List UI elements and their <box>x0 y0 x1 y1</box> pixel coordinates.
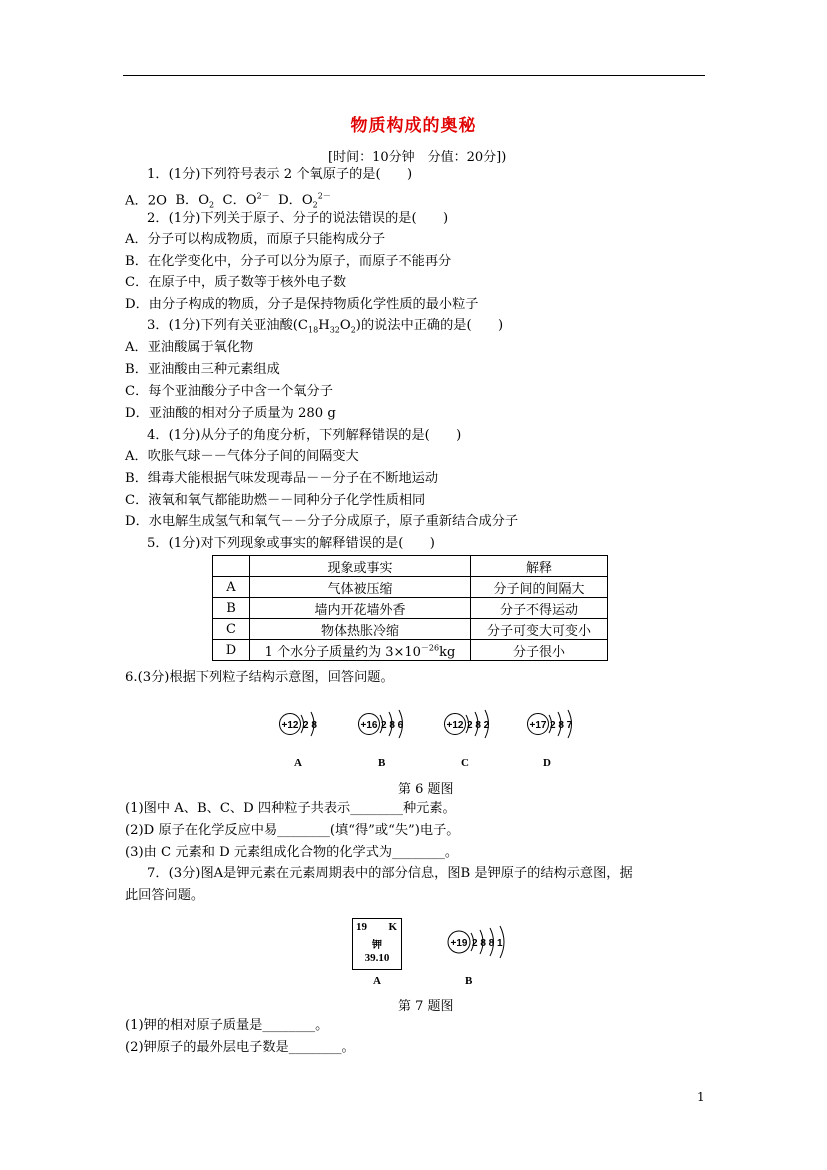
q4-option-c: C．液氧和氧气都能助燃－－同种分子化学性质相同 <box>125 493 426 508</box>
svg-text:2 8 2: 2 8 2 <box>467 720 490 731</box>
diagram-label-d: D <box>543 757 551 769</box>
q3-stem: 3．(1分)下列有关亚油酸$(C_{18}H_{32}O_2)$的说法中正确的是( ) <box>147 318 504 335</box>
atom-structure-a <box>280 712 318 736</box>
table-header-cell <box>213 556 250 577</box>
table-row <box>213 619 608 640</box>
q2-option-d: D．由分子构成的物质，分子是保持物质化学性质的最小粒子 <box>125 297 479 312</box>
table-cell-explanation: 分子间的间隔大 <box>471 577 608 598</box>
svg-text:+19: +19 <box>450 938 468 949</box>
table-cell-key: C <box>213 619 250 640</box>
svg-text:+17: +17 <box>529 720 547 731</box>
diagram-label-a: A <box>294 757 302 769</box>
q7-label-a: A <box>373 975 381 987</box>
q3-option-c: C．每个亚油酸分子中含一个氧分子 <box>125 384 333 399</box>
q6-subquestion-2: (2)D 原子在化学反应中易________(填“得”或“失”)电子。 <box>125 823 460 838</box>
diagram-label-c: C <box>461 757 469 769</box>
svg-text:2 8 7: 2 8 7 <box>550 720 573 731</box>
atom-structure-c <box>445 710 490 738</box>
q6-atom-diagrams <box>270 700 590 750</box>
atom-structure-d <box>528 710 573 738</box>
table-cell-fact: 物体热胀冷缩 <box>250 619 471 640</box>
table-cell-explanation: 分子很小 <box>471 640 608 661</box>
svg-text:2 8 6: 2 8 6 <box>381 720 404 731</box>
page-number: 1 <box>697 1090 705 1104</box>
svg-text:+16: +16 <box>360 720 378 731</box>
q7-subquestion-1: (1)钾的相对原子质量是________。 <box>125 1018 329 1033</box>
table-cell-key: B <box>213 598 250 619</box>
table-row <box>213 640 608 661</box>
q2-option-a: A．分子可以构成物质，而原子只能构成分子 <box>125 232 386 247</box>
table-row <box>213 577 608 598</box>
q1-option-a: A．2O <box>125 193 167 209</box>
q1-option-d: D．$O_2^{2-}$ <box>278 192 331 211</box>
q4-option-b: B．缉毒犬能根据气味发现毒品－－分子在不断地运动 <box>125 471 439 486</box>
q6-subquestion-1: (1)图中 A、B、C、D 四种粒子共表示________种元素。 <box>125 801 456 816</box>
q7-stem-line2: 此回答问题。 <box>125 888 205 903</box>
table-header-row <box>213 556 608 577</box>
q7-label-b: B <box>465 975 473 987</box>
q4-option-d: D．水电解生成氢气和氧气－－分子分成原子，原子重新结合成分子 <box>125 514 519 529</box>
atomic-number: 19 <box>356 921 367 933</box>
time-score-info: [时间：10分钟 分值：20分]) <box>328 150 507 165</box>
q7-figure-caption: 第 7 题图 <box>398 999 454 1014</box>
periodic-table-cell <box>352 918 402 970</box>
q3-option-d: D．亚油酸的相对分子质量为 280 g <box>125 406 336 421</box>
table-cell-fact: 墙内开花墙外香 <box>250 598 471 619</box>
q3-option-b: B．亚油酸由三种元素组成 <box>125 362 280 377</box>
q1-option-b: B．$O_2$ <box>175 193 215 211</box>
q3-option-a: A．亚油酸属于氧化物 <box>125 340 254 355</box>
q4-stem: 4．(1分)从分子的角度分析，下列解释错误的是( ) <box>147 428 462 443</box>
q1-stem: 1．(1分)下列符号表示 2 个氧原子的是( ) <box>147 167 413 182</box>
svg-text:2 8 8 1: 2 8 8 1 <box>472 938 503 949</box>
table-header-cell: 现象或事实 <box>250 556 471 577</box>
q5-table <box>212 555 608 661</box>
q6-figure-caption: 第 6 题图 <box>398 782 454 797</box>
q4-option-a: A．吹胀气球－－气体分子间的间隔变大 <box>125 449 359 464</box>
svg-text:+12: +12 <box>446 720 464 731</box>
table-cell-key: A <box>213 577 250 598</box>
atomic-mass: 39.10 <box>364 952 390 964</box>
table-header-cell: 解释 <box>471 556 608 577</box>
header-rule <box>123 75 705 76</box>
svg-text:2 8: 2 8 <box>303 720 317 731</box>
potassium-atom-diagram <box>440 918 520 968</box>
diagram-label-b: B <box>378 757 386 769</box>
element-name: 钾 <box>372 940 382 951</box>
q6-subquestion-3: (3)由 C 元素和 D 元素组成化合物的化学式为________。 <box>125 845 459 860</box>
q2-option-b: B．在化学变化中，分子可以分为原子，而原子不能再分 <box>125 254 452 269</box>
table-cell-key: D <box>213 640 250 661</box>
q2-stem: 2．(1分)下列关于原子、分子的说法错误的是( ) <box>147 211 449 226</box>
q5-stem: 5．(1分)对下列现象或事实的解释错误的是( ) <box>147 536 435 551</box>
svg-text:+12: +12 <box>281 720 299 731</box>
atom-structure-b <box>359 710 404 738</box>
q7-stem-line1: 7．(3分)图A是钾元素在元素周期表中的部分信息，图B 是钾原子的结构示意图，据 <box>147 866 633 881</box>
q1-option-c: C．$O^{2-}$ <box>222 192 270 209</box>
table-cell-fact: 1 个水分子质量约为 $3\times 10^{-26}kg$ <box>250 640 471 661</box>
table-cell-explanation: 分子不得运动 <box>471 598 608 619</box>
element-symbol: K <box>388 921 397 933</box>
table-row <box>213 598 608 619</box>
q7-subquestion-2: (2)钾原子的最外层电子数是________。 <box>125 1040 355 1055</box>
q6-stem: 6.(3分)根据下列粒子结构示意图，回答问题。 <box>125 670 394 685</box>
page-title: 物质构成的奥秘 <box>350 116 477 136</box>
table-cell-fact: 气体被压缩 <box>250 577 471 598</box>
q2-option-c: C．在原子中，质子数等于核外电子数 <box>125 275 347 290</box>
table-cell-explanation: 分子可变大可变小 <box>471 619 608 640</box>
